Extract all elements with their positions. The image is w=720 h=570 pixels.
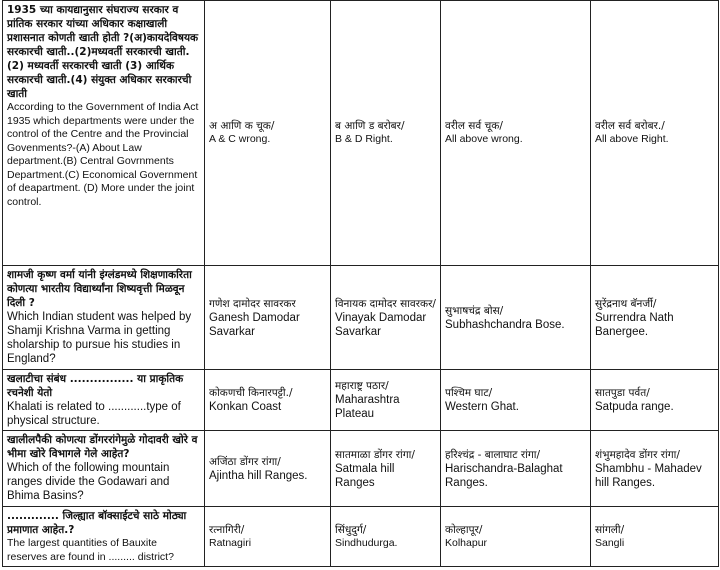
option-a-cell [205,370,331,431]
option-marathi: हरिश्चंद्र - बालाघाट रांगा/ [445,448,541,461]
option-english: B & D Right. [335,133,393,146]
option-b-cell [331,1,441,266]
option-marathi: कोकणची किनारपट्टी./ [209,387,293,399]
option-marathi: अजिंठा डोंगर रांगा/ [209,455,281,468]
option-marathi: शंभुमहादेव डोंगर रांगा/ [595,448,680,461]
option-english: Ganesh Damodar Savarkar [209,311,300,338]
option-english: Satpuda range. [595,401,674,413]
option-english: Subhashchandra Bose. [445,318,565,331]
question-marathi: ............. जिल्ह्यात बॉक्साईटचे साठे मोठ्या प्रमाणात आहेत.? [7,510,187,536]
option-a-cell [205,1,331,266]
option-b-cell [331,266,441,370]
option-d-cell [591,431,719,507]
question-marathi: खालीलपैकी कोणत्या डोंगररांगेमुळे गोदावरी खोरे व भीमा खोरे विभागले गेले आहेत? [7,434,198,460]
question-english: Which Indian student was helped by Shamji Krishna Varma in getting sholarship to pursue his studies in England? [7,311,192,365]
question-cell [3,431,205,507]
option-b-cell [331,507,441,567]
option-english: Vinayak Damodar Savarkar [335,311,427,338]
question-cell [3,1,205,266]
option-english: Sindhudurga. [335,536,398,549]
question-english: The largest quantities of Bauxite reserves are found in ......... district? [7,537,174,563]
option-marathi: सुरेंद्रनाथ बॅनर्जी/ [595,297,657,310]
table-row [3,266,719,370]
option-c-cell [441,370,591,431]
option-english: Shambhu - Mahadev hill Ranges. [595,462,702,489]
option-b-cell [331,431,441,507]
option-a-cell [205,507,331,567]
option-c-cell [441,431,591,507]
table-row [3,1,719,266]
option-english: Kolhapur [445,536,488,549]
option-c-cell [441,1,591,266]
option-marathi: विनायक दामोदर सावरकर/ [335,297,436,310]
option-marathi: सिंधुदुर्ग/ [335,523,367,536]
question-table [2,0,719,567]
option-english: Ratnagiri [209,536,252,549]
option-c-cell [441,266,591,370]
option-d-cell [591,1,719,266]
question-english: Khalati is related to ............type of physical structure. [7,401,181,427]
option-d-cell [591,266,719,370]
table-row [3,431,719,507]
option-english: Ajintha hill Ranges. [209,469,308,482]
question-marathi: शामजी कृष्ण वर्मा यांनी इंग्लंडमध्ये शिक्षणाकरिता कोणत्या भारतीय विद्यार्थ्यांना शिष्यवृत्ती मिळवून दिली ? [7,269,192,309]
question-english: According to the Government of India Act 1935 which departments were under the control of the Centre and the Provincial Govenments?-(A) About Law department.(B) Central Govrnments Department.(C) Economical Government of deapartment. (D) More under the joint control. [7,101,199,208]
option-b-cell [331,370,441,431]
option-marathi: वरील सर्व चूक/ [445,120,503,133]
option-marathi: अ आणि क चूक/ [209,120,275,133]
option-marathi: सुभाषचंद्र बोस/ [445,304,504,317]
option-marathi: सातपुडा पर्वत/ [595,387,650,399]
option-marathi: वरील सर्व बरोबर./ [595,120,665,133]
question-cell [3,266,205,370]
option-marathi: सांगली/ [595,523,625,536]
question-english: Which of the following mountain ranges divide the Godawari and Bhima Basins? [7,462,170,502]
option-marathi: ब आणि ड बरोबर/ [335,120,405,133]
table-row [3,370,719,431]
option-marathi: रत्नागिरी/ [209,523,245,536]
option-a-cell [205,266,331,370]
option-english: Harischandra-Balaghat Ranges. [445,462,563,489]
option-a-cell [205,431,331,507]
option-english: Konkan Coast [209,401,282,413]
option-d-cell [591,370,719,431]
question-cell [3,507,205,567]
option-english: A & C wrong. [209,133,271,146]
option-marathi: कोल्हापूर/ [445,523,483,536]
question-marathi: खलाटीचा संबंध ................ या प्राकृतिक रचनेशी येतो [7,373,184,399]
option-english: All above Right. [595,133,669,146]
option-english: Sangli [595,536,625,549]
option-d-cell [591,507,719,567]
option-english: All above wrong. [445,133,523,146]
table-row [3,507,719,567]
option-marathi: सातमाळा डोंगर रांगा/ [335,448,415,461]
question-cell [3,370,205,431]
option-english: Surrendra Nath Banergee. [595,311,674,338]
option-c-cell [441,507,591,567]
option-english: Western Ghat. [445,401,519,413]
option-english: Satmala hill Ranges [335,462,395,489]
option-english: Maharashtra Plateau [335,394,400,420]
option-marathi: पश्चिम घाट/ [445,387,493,399]
option-marathi: महाराष्ट्र पठार/ [335,380,389,392]
question-marathi: 1935 च्या कायद्यानुसार संघराज्य सरकार व प्रांतिक सरकार यांच्या अधिकार कक्षाखाली प्रशासनात कोणती खाती होती ?(अ)कायदेविषयक सरकारची खाती..(2)मध्यवर्ती सरकारची खाती. (2) मध्यवर्ती सरकारची खाती (3) आर्थिक सरकारची खाती.(4) संयुक्त अधिकार सरकारची खाती [7,4,199,100]
option-marathi: गणेश दामोदर सावरकर [209,297,296,310]
